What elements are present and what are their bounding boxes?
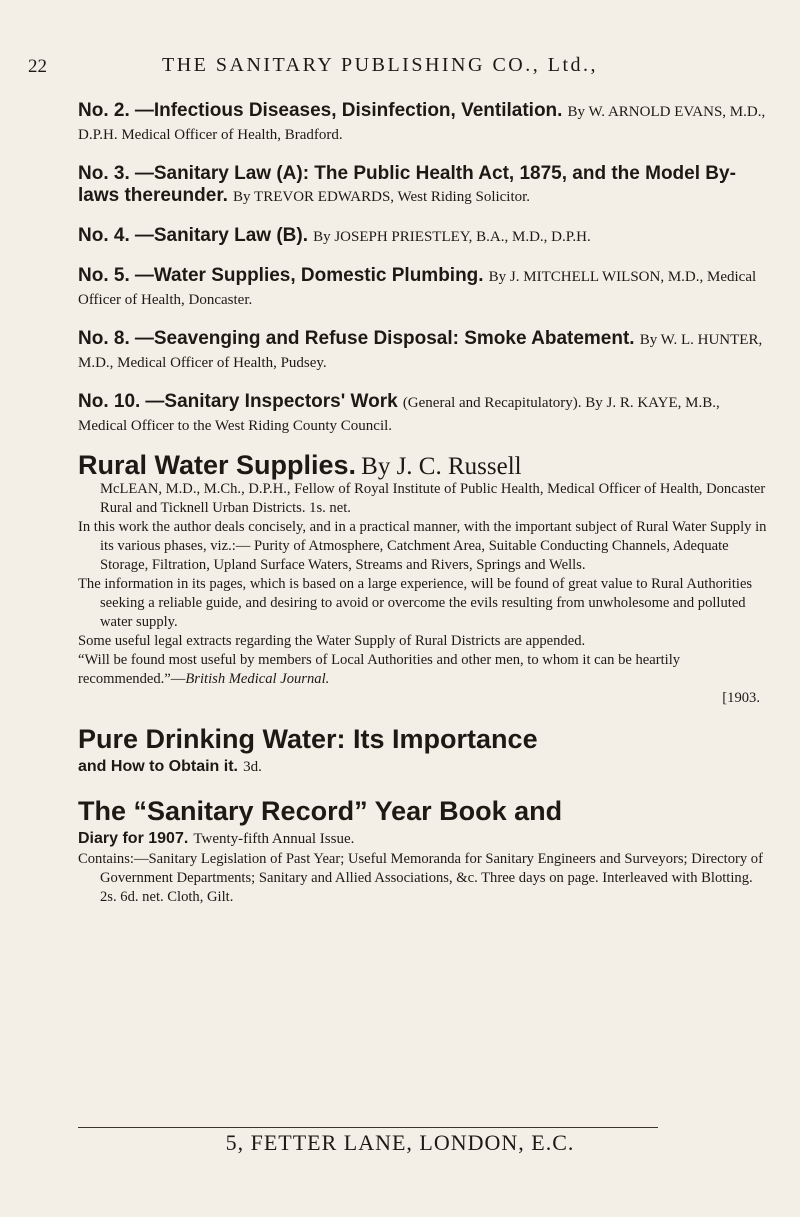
- page-content: [78, 100, 768, 907]
- book-contents: Contains:—Sanitary Legislation of Past Year; Useful Memoranda for Sanitary Engineers and Surveyors; Directory of Government Departments; Sanitary and Allied Associations, &c. Three days on page. Interleaved with Blotting. 2s. 6d. net. Cloth, Gilt.: [78, 851, 763, 905]
- book-pure-drinking-water: [78, 724, 768, 778]
- series-author: By J. MITCHELL WILSON, M.D., Medical Officer of Health, Doncaster.: [78, 269, 757, 308]
- page-header: [20, 50, 760, 82]
- book-rural-water-supplies: [78, 450, 768, 708]
- series-number: No. 4.: [78, 225, 130, 246]
- series-number: No. 8.: [78, 328, 130, 349]
- book-description: The information in its pages, which is based on a large experience, will be found of great value to Rural Authorities seeking a reliable guide, and desiring to avoid or overcome the evils resulting from unwholesome and polluted water supply.: [78, 576, 753, 630]
- series-item-2: [78, 100, 768, 146]
- book-review-quote: [78, 651, 768, 689]
- series-author: By W. L. HUNTER, M.D., Medical Officer of Health, Pudsey.: [78, 332, 763, 371]
- book-subtitle: Diary for 1907.: [78, 830, 189, 847]
- book-description: Some useful legal extracts regarding the Water Supply of Rural Districts are appended.: [78, 633, 586, 649]
- book-title: Pure Drinking Water: Its Importance: [78, 724, 538, 754]
- series-title: —Sanitary Inspectors' Work: [145, 391, 398, 412]
- book-description: In this work the author deals concisely, and in a practical manner, with the important subject of Rural Water Supply in its various phases, viz.:— Purity of Atmosphere, Catchment Area, Suitable Conducting Channels, Adequate Storage, Filtration, Upland Surface Waters, Streams and Rivers, Springs and Wells.: [78, 519, 767, 573]
- book-credentials: McLEAN, M.D., M.Ch., D.P.H., Fellow of Royal Institute of Public Health, Medical Officer of Health, Doncaster Rural and Ticknell Urban Districts. 1s. net.: [100, 481, 766, 516]
- publisher-address: 5, FETTER LANE, LONDON, E.C.: [225, 1130, 575, 1155]
- book-subtitle: and How to Obtain it.: [78, 758, 238, 775]
- book-heading: [78, 796, 768, 827]
- book-subheading: [78, 827, 768, 850]
- series-title: —Sanitary Law (A): The Public Health Act, 1875, and the Model By-laws thereunder.: [78, 163, 736, 206]
- quote-text: “Will be found most useful by members of Local Authorities and other men, to whom it can be heartily recommended.”—: [78, 652, 681, 687]
- series-number: No. 5.: [78, 265, 130, 286]
- series-item-10: [78, 391, 768, 437]
- series-number: No. 3.: [78, 163, 130, 184]
- series-author: By W. ARNOLD EVANS, M.D., D.P.H. Medical Officer of Health, Bradford.: [78, 104, 766, 143]
- series-title: —Sanitary Law (B).: [134, 225, 308, 246]
- quote-source: British Medical Journal.: [185, 671, 330, 687]
- book-title: The “Sanitary Record” Year Book and: [78, 796, 563, 826]
- series-author: By JOSEPH PRIESTLEY, B.A., M.D., D.P.H.: [313, 229, 591, 245]
- book-heading: [78, 450, 768, 480]
- book-sanitary-record: [78, 796, 768, 907]
- series-item-3: [78, 163, 768, 208]
- book-title: Rural Water Supplies.: [78, 450, 357, 480]
- footer-divider: [78, 1127, 658, 1128]
- series-title: —Water Supplies, Domestic Plumbing.: [134, 265, 484, 286]
- series-item-5: [78, 265, 768, 311]
- page-number: 22: [28, 56, 47, 77]
- book-heading: [78, 724, 768, 755]
- series-author: By TREVOR EDWARDS, West Riding Solicitor.: [233, 189, 531, 205]
- book-subheading: [78, 755, 768, 778]
- series-number: No. 2.: [78, 100, 130, 121]
- series-author: (General and Recapitulatory). By J. R. KAYE, M.B., Medical Officer to the West Riding County Council.: [78, 395, 720, 434]
- book-price: 3d.: [243, 759, 262, 775]
- series-item-8: [78, 328, 768, 374]
- running-head: THE SANITARY PUBLISHING CO., Ltd.,: [162, 54, 598, 76]
- publication-year: [1903.: [722, 690, 760, 706]
- series-number: No. 10.: [78, 391, 141, 412]
- book-author: By J. C. Russell: [361, 453, 522, 480]
- series-title: —Infectious Diseases, Disinfection, Ventilation.: [134, 100, 563, 121]
- series-title: —Seavenging and Refuse Disposal: Smoke Abatement.: [134, 328, 635, 349]
- book-issue: Twenty-fifth Annual Issue.: [193, 831, 355, 847]
- series-item-4: [78, 225, 768, 248]
